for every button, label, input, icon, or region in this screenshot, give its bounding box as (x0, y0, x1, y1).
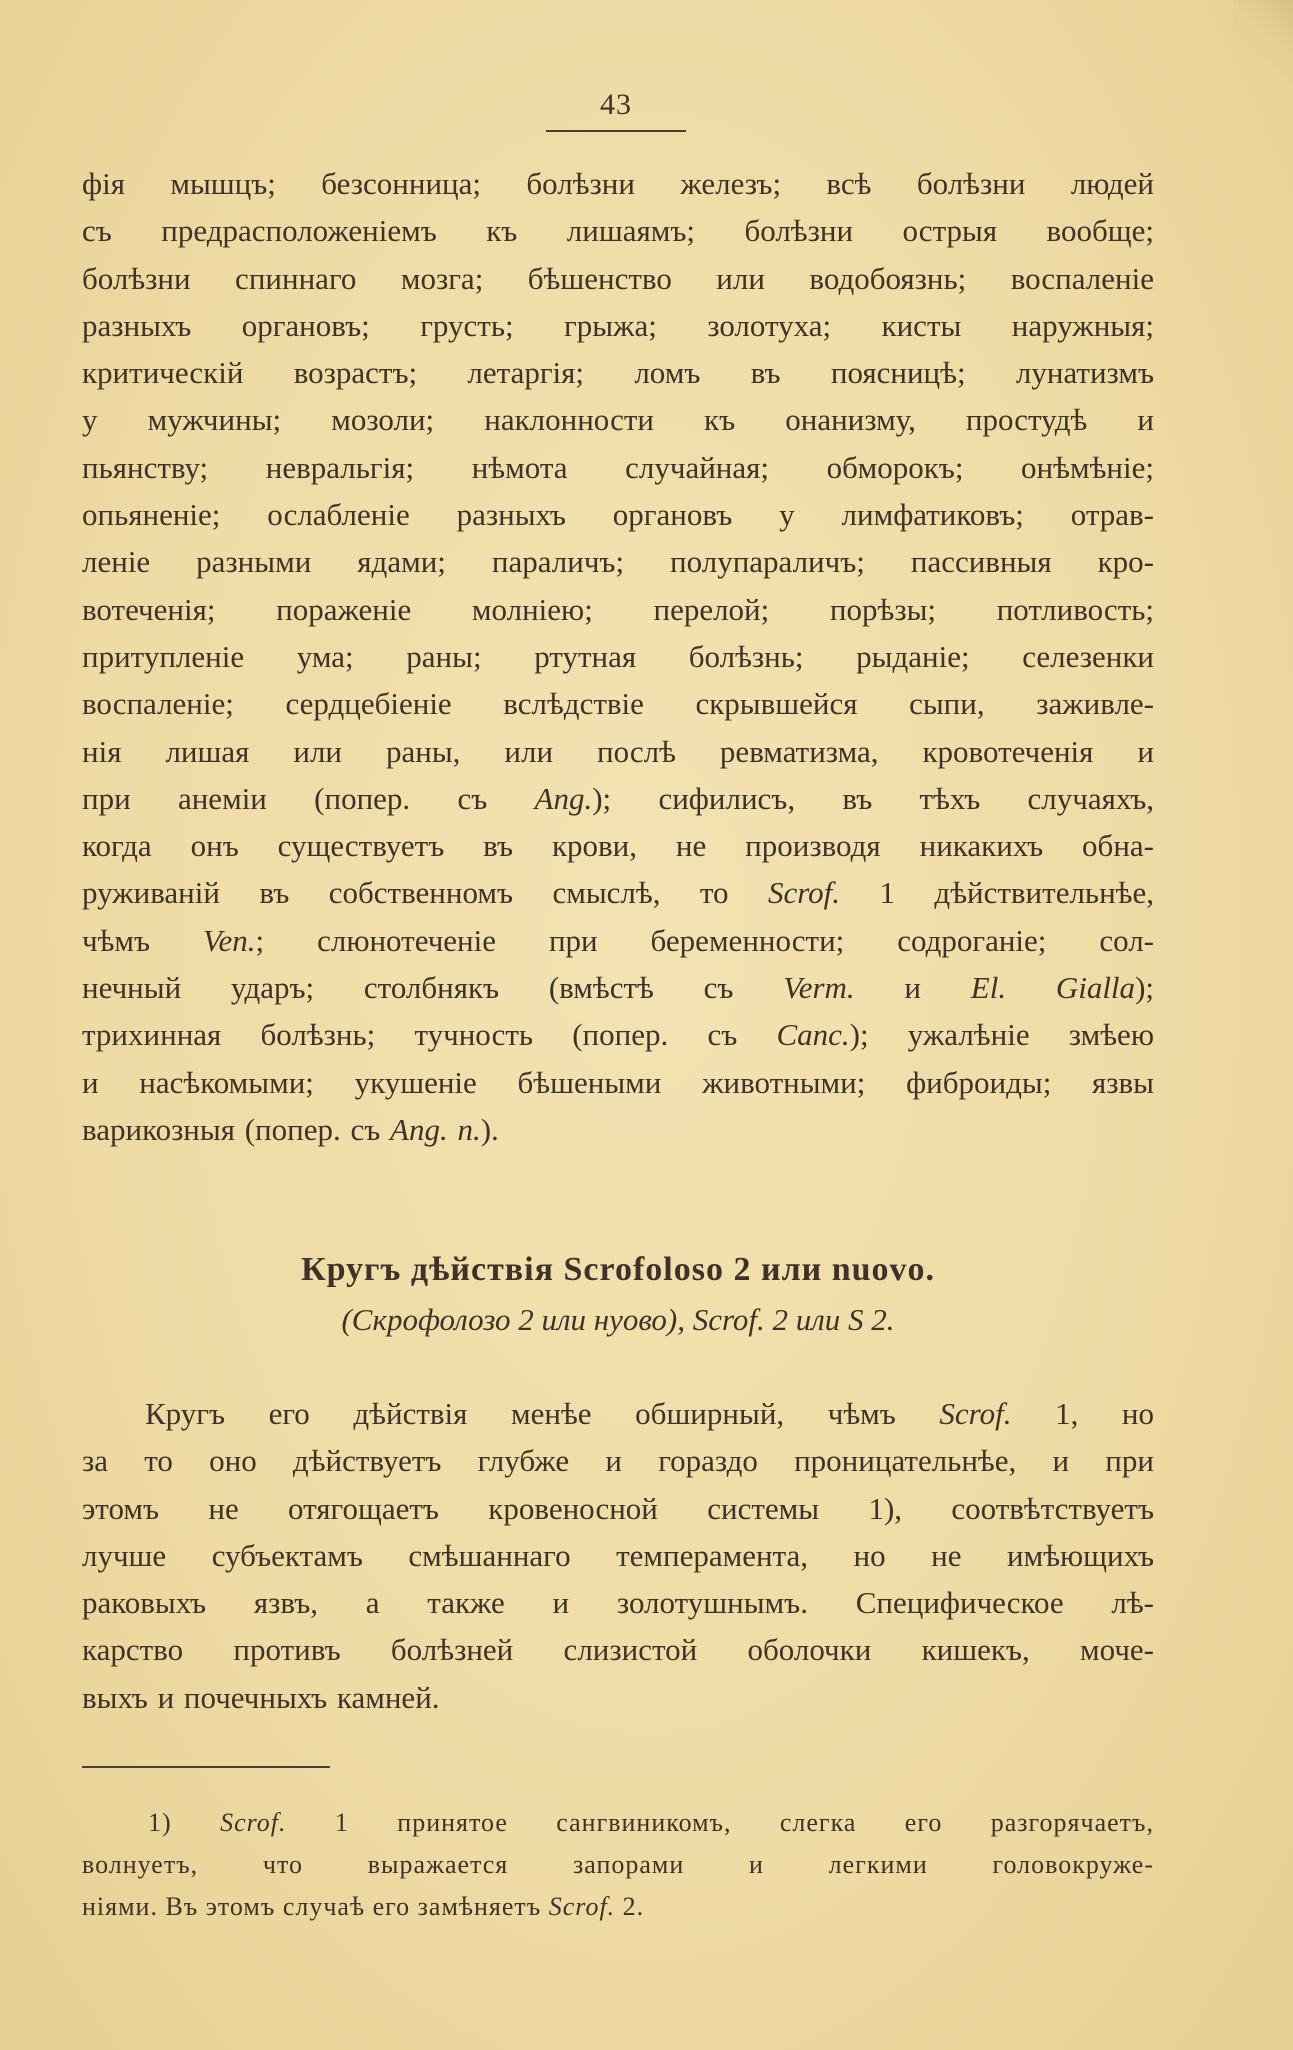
text-line: воспаленіе; сердцебіеніе вслѣдствіе скрывшейся сыпи, заживле- (82, 686, 1154, 722)
text-segment: ); (1135, 970, 1154, 1006)
text-segment: трихинная болѣзнь; тучность (попер. съ (82, 1017, 777, 1053)
footnote-rule (82, 1766, 330, 1768)
text-line: этомъ не отягощаетъ кровеносной системы 1), соотвѣтствуетъ (82, 1490, 1154, 1526)
italic-abbreviation: Canc. (776, 1017, 850, 1053)
text-line: когда онъ существуетъ въ крови, не производя никакихъ обна- (82, 828, 1154, 864)
text-line: у мужчины; мозоли; наклонности къ онанизму, простудѣ и (82, 402, 1154, 438)
page-number: 43 (600, 88, 632, 121)
text-segment: чѣмъ (82, 922, 204, 958)
text-line: притупленіе ума; раны; ртутная болѣзнь; рыданіе; селезенки (82, 638, 1154, 674)
text-segment: нечный ударъ; столбнякъ (вмѣстѣ съ (82, 970, 784, 1006)
italic-abbreviation: Scrof. (548, 1892, 616, 1921)
text-line: пьянству; невральгія; нѣмота случайная; обморокъ; онѣмѣніе; (82, 449, 1154, 485)
text-line (82, 1011, 1154, 1058)
italic-abbreviation: Scrof. (768, 875, 841, 911)
text-line: нія лишая или раны, или послѣ ревматизма, кровотеченія и (82, 733, 1154, 769)
text-line: леніе разными ядами; параличъ; полупараличъ; пассивныя кро- (82, 544, 1154, 580)
text-line: вотеченія; пораженіе молніею; перелой; порѣзы; потливость; (82, 591, 1154, 627)
text-line: раковыхъ язвъ, а также и золотушнымъ. Специфическое лѣ- (82, 1585, 1154, 1621)
italic-abbreviation: Ang. n. (390, 1111, 481, 1147)
italic-abbreviation: Ang. (534, 780, 593, 816)
page-number-rule (546, 130, 686, 132)
text-segment: ; слюнотеченіе при беременности; содроганіе; сол- (255, 922, 1154, 958)
paragraph-scrofoloso-2 (82, 1390, 1154, 1721)
text-line (82, 775, 1154, 822)
italic-abbreviation: Ven. (203, 922, 256, 958)
text-line (82, 1886, 1154, 1928)
text-line (82, 964, 1154, 1011)
text-line: и насѣкомыми; укушеніе бѣшеными животными; фиброиды; язвы (82, 1064, 1154, 1100)
text-segment: и (854, 970, 971, 1006)
paragraph-diseases-list (82, 160, 1154, 1153)
text-line: за то оно дѣйствуетъ глубже и гораздо проницательнѣе, и при (82, 1443, 1154, 1479)
text-line: критическій возрастъ; летаргія; ломъ въ поясницѣ; лунатизмъ (82, 355, 1154, 391)
text-segment: 1 принятое сангвиникомъ, слегка его разгорячаетъ, (286, 1808, 1154, 1837)
text-segment: варикозныя (попер. съ (82, 1111, 391, 1147)
page-corner-shadow (1233, 0, 1293, 90)
text-segment: 1 дѣйствительнѣе, (840, 875, 1154, 911)
text-segment: 2. (615, 1892, 645, 1921)
section-heading: Кругъ дѣйствія Scrofoloso 2 или nuovo. (300, 1251, 936, 1288)
text-line (82, 917, 1154, 964)
text-line: лучше субъектамъ смѣшаннаго темперамента, но не имѣющихъ (82, 1537, 1154, 1573)
text-line: разныхъ органовъ; грусть; грыжа; золотуха; кисты наружныя; (82, 307, 1154, 343)
text-line: съ предрасположеніемъ къ лишаямъ; болѣзни острыя вообще; (82, 213, 1154, 249)
text-segment: ); сифилисъ, въ тѣхъ случаяхъ, (592, 780, 1154, 816)
italic-abbreviation: El. Gialla (970, 970, 1136, 1006)
text-line: болѣзни спиннаго мозга; бѣшенство или водобоязнь; воспаленіе (82, 260, 1154, 296)
section-subheading: (Скрофолозо 2 или нуово), Scrof. 2 или S 2. (341, 1302, 895, 1337)
text-line (82, 1106, 1154, 1153)
text-segment: 1) (148, 1808, 221, 1837)
text-segment: ); ужалѣніе змѣею (849, 1017, 1154, 1053)
text-line: волнуетъ, что выражается запорами и легкими головокруже- (82, 1850, 1154, 1879)
italic-abbreviation: Scrof. (939, 1396, 1012, 1431)
text-line (82, 869, 1154, 916)
footnote (82, 1802, 1154, 1928)
text-line: выхъ и почечныхъ камней. (82, 1679, 440, 1715)
italic-abbreviation: Verm. (783, 970, 855, 1006)
text-segment: 1, но (1011, 1396, 1154, 1431)
text-segment: ). (480, 1111, 499, 1147)
text-segment: при анеміи (попер. съ (82, 780, 535, 816)
text-line: опьяненіе; ослабленіе разныхъ органовъ у лимфатиковъ; отрав- (82, 497, 1154, 533)
text-line (82, 1802, 1154, 1844)
text-line: фія мышцъ; безсонница; болѣзни железъ; всѣ болѣзни людей (82, 166, 1154, 201)
text-line (82, 1390, 1154, 1437)
text-segment: Кругъ его дѣйствія менѣе обширный, чѣмъ (145, 1396, 940, 1431)
text-segment: ніями. Въ этомъ случаѣ его замѣняетъ (82, 1892, 549, 1921)
text-line: карство противъ болѣзней слизистой оболочки кишекъ, моче- (82, 1632, 1154, 1668)
text-segment: руживаній въ собственномъ смыслѣ, то (82, 875, 768, 911)
italic-abbreviation: Scrof. (220, 1808, 287, 1837)
